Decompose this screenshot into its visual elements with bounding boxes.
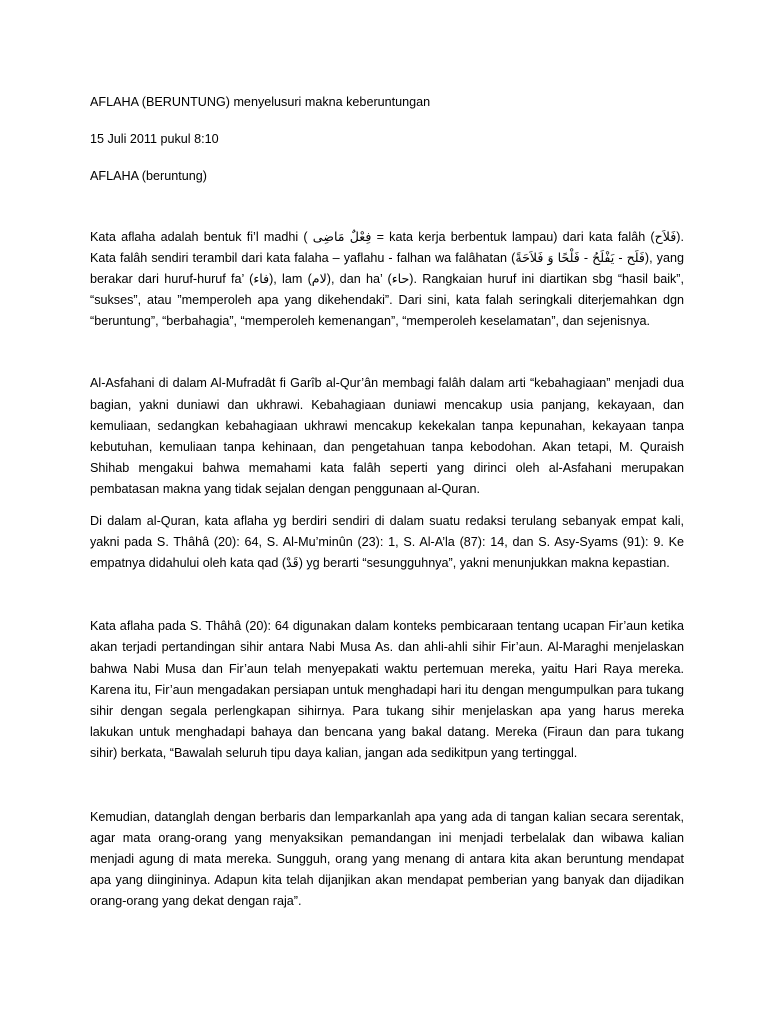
paragraph-3: Di dalam al-Quran, kata aflaha yg berdiri sendiri di dalam suatu redaksi terulang sebanyak empat kali, yakni pada S. Thâhâ (20): 64, S. Al-Mu’minûn (23): 1, S. Al-A’la (87): 14, dan S. Asy-Syams (91): 9. Ke empatnya didahului oleh kata qad (قَدْ) yg berarti “sesungguhnya”, yakni menunjukkan makna kepastian. [90,514,684,571]
paragraph-5: Kemudian, datanglah dengan berbaris dan lemparkanlah apa yang ada di tangan kalian secara serentak, agar mata orang-orang yang menyaksikan pemandangan ini menjadi terbelalak dan wibawa kalian menjadi agung di mata mereka. Sungguh, orang yang menang di antara kita akan beruntung mendapat apa yang diingininya. Adapun kita telah dijanjikan akan mendapat pemberian yang banyak dan dijadikan orang-orang yang dekat dengan raja”. [90,809,684,909]
paragraph-4: Kata aflaha pada S. Thâhâ (20): 64 digunakan dalam konteks pembicaraan tentang ucapan Fir’aun ketika akan terjadi pertandingan sihir antara Nabi Musa As. dan ahli-ahli sihir Fir’aun. Al-Maraghi menjelaskan bahwa Nabi Musa dan Fir’aun telah menyepakati waktu pertemuan mereka, yaitu Hari Raya mereka. Karena itu, Fir’aun mengadakan persiapan untuk menghadapi hari itu dengan mengumpulkan para tukang sihir dengan segala perlengkapan sihirnya. Para tukang sihir menjelaskan apa yang harus mereka lakukan untuk menghadapi bahaya dan bencana yang bakal datang. Mereka (Firaun dan para tukang sihir) berkata, “Bawalah seluruh tipu daya kalian, jangan ada sedikitpun yang tertinggal. [90,619,684,760]
document-subtitle: AFLAHA (beruntung) [90,169,207,183]
paragraph-1: Kata aflaha adalah bentuk fi’l madhi ( فِعْلٌ مَاضِى = kata kerja berbentuk lampau) dari kata falâh (فَلاَح). Kata falâh sendiri terambil dari kata falaha – yaflahu - falhan wa falâhatan (فَلَح - يَفْلَحُ - فَلْحًا وَ فَلاَحَةً), yang berakar dari huruf-huruf fa’ (فاء), lam (لام), dan ha’ (حاء). Rangkaian huruf ini diartikan sbg “hasil baik”, “sukses”, atau ”memperoleh apa yang dikehendaki”. Dari sini, kata falah seringkali diterjemahkan dgn “beruntung”, “berbahagia”, “memperoleh kemenangan”, “memperoleh keselamatan”, dan sejenisnya. [90,230,684,329]
document-date: 15 Juli 2011 pukul 8:10 [90,132,219,146]
paragraph-2: Al-Asfahani di dalam Al-Mufradât fi Garîb al-Qur’ân membagi falâh dalam arti “kebahagiaan” menjadi dua bagian, yakni duniawi dan ukhrawi. Kebahagiaan duniawi mencakup usia panjang, kekayaan, dan kemuliaan, sedangkan kebahagiaan ukhrawi mencakup kekekalan tanpa kepunahan, kekayaan tanpa kebutuhan, kemuliaan tanpa kehinaan, dan pengetahuan tanpa kebodohan. Akan tetapi, M. Quraish Shihab mengakui bahwa memahami kata falâh seperti yang dirinci oleh al-Asfahani merupakan pembatasan makna yang tidak sejalan dengan penggunaan al-Quran. [90,376,684,496]
document-title: AFLAHA (BERUNTUNG) menyelusuri makna keberuntungan [90,95,431,109]
